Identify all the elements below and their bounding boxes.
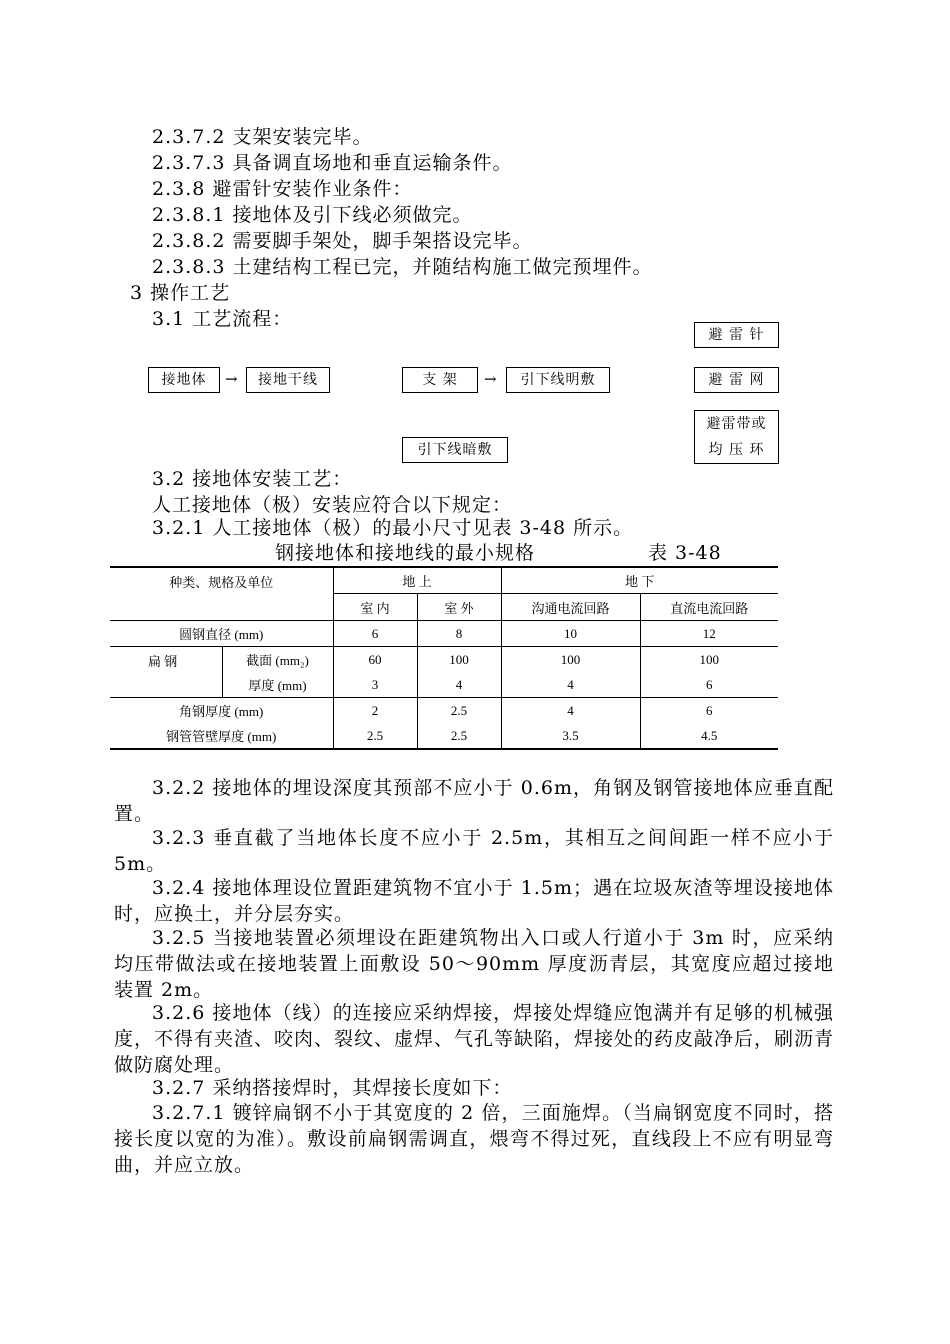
cell: 3.5 [501,723,640,749]
cell: 6 [333,621,417,647]
cell: 6 [640,698,778,724]
cell: 12 [640,621,778,647]
flow-box-lightning-belt-line2: 均 压 环 [708,442,765,458]
header-type: 种类、规格及单位 [110,567,333,621]
cell: 10 [501,621,640,647]
sub-indoor: 室 内 [333,594,417,621]
cell: 60 [333,647,417,673]
clause-3-2-7: 3.2.7 采纳搭接焊时，其焊接长度如下： [152,1077,513,1099]
row-pipe-label: 钢管管壁厚度 (mm) [110,723,333,749]
header-above-ground: 地 上 [333,567,501,594]
sub-outdoor: 室 外 [417,594,501,621]
min-spec-table [110,566,778,750]
rule-intro: 人工接地体（极）安装应符合以下规定： [152,494,513,516]
clause-2-3-8: 2.3.8 避雷针安装作业条件： [152,178,413,200]
table-caption: 钢接地体和接地线的最小规格 [275,542,536,564]
flow-box-concealed-downlead: 引下线暗敷 [402,437,508,463]
flow-box-lightning-belt-line1: 避雷带或 [706,416,767,432]
row-round-label: 圆钢直径 (mm) [110,621,333,647]
flow-arrow-2: → [484,370,497,388]
flow-box-exposed-downlead: 引下线明敷 [506,367,610,393]
sub-ac-circuit: 沟通电流回路 [501,594,640,621]
clause-2-3-8-2: 2.3.8.2 需要脚手架处，脚手架搭设完毕。 [152,230,533,252]
table-number: 表 3-48 [648,542,722,564]
cell: 4.5 [640,723,778,749]
clause-2-3-8-3: 2.3.8.3 土建结构工程已完，并随结构施工做完预埋件。 [152,256,653,278]
cell: 6 [640,672,778,698]
cell: 8 [417,621,501,647]
header-below-ground: 地 下 [501,567,778,594]
clause-3-2-6: 3.2.6 接地体（线）的连接应采纳焊接，焊接处焊缝应饱满并有足够的机械强度，不得有夹渣、咬肉、裂纹、虚焊、气孔等缺陷，焊接处的药皮敲净后，刷沥青做防腐处理。 [114,1002,835,1076]
clause-3-2-1: 3.2.1 人工接地体（极）的最小尺寸见表 3-48 所示。 [152,517,634,539]
clause-2-3-8-1: 2.3.8.1 接地体及引下线必须做完。 [152,204,473,226]
clause-3-2-5: 3.2.5 当接地装置必须埋设在距建筑物出入口或人行道小于 3m 时，应采纳均压带做法或在接地装置上面敷设 50～90mm 厚度沥青层，其宽度应超过接地装置 2m。 [114,927,834,1001]
clause-3-2-3: 3.2.3 垂直截了当地体长度不应小于 2.5m，其相互之间间距一样不应小于 5m。 [114,827,834,875]
cell: 2.5 [417,723,501,749]
flow-box-lightning-belt [694,410,779,464]
flow-box-bracket: 支 架 [402,367,478,393]
cell: 2 [333,698,417,724]
cell: 2.5 [333,723,417,749]
clause-3-2-2: 3.2.2 接地体的埋设深度其预部不应小于 0.6m，角钢及钢管接地体应垂直配置。 [114,777,834,825]
clause-2-3-7-2: 2.3.7.2 支架安装完毕。 [152,126,373,148]
row-angle-label: 角钢厚度 (mm) [110,698,333,724]
cell: 100 [501,647,640,673]
clause-3-2-7-1: 3.2.7.1 镀锌扁钢不小于其宽度的 2 倍，三面施焊。（当扁钢宽度不同时，搭接长度以宽的为准）。敷设前扁钢需调直，煨弯不得过死，直线段上不应有明显弯曲，并应立放。 [114,1102,834,1176]
sub-dc-circuit: 直流电流回路 [640,594,778,621]
section-3-heading: 3 操作工艺 [130,282,231,304]
cell: 100 [640,647,778,673]
cell: 100 [417,647,501,673]
cell: 2.5 [417,698,501,724]
flow-box-grounding-body: 接地体 [148,367,220,393]
flow-arrow-1: → [225,370,238,388]
flow-box-lightning-net: 避 雷 网 [694,367,779,393]
cell: 3 [333,672,417,698]
clause-3-2-4: 3.2.4 接地体理设位置距建筑物不宜小于 1.5m；遇在垃圾灰渣等埋设接地体时，应换土，并分层夯实。 [114,877,834,925]
cell: 4 [501,698,640,724]
flow-box-grounding-trunk: 接地干线 [246,367,330,393]
section-3-1-heading: 3.1 工艺流程： [152,308,293,330]
clause-2-3-7-3: 2.3.7.3 具备调直场地和垂直运输条件。 [152,152,513,174]
cell: 4 [501,672,640,698]
flow-box-lightning-rod: 避 雷 针 [694,322,779,348]
row-section-label: 截面 (mm₂) [222,647,333,673]
flat-steel-label: 扁 钢 [110,647,222,698]
row-thick-label: 厚度 (mm) [222,672,333,698]
section-3-2-heading: 3.2 接地体安装工艺： [152,468,353,490]
cell: 4 [417,672,501,698]
